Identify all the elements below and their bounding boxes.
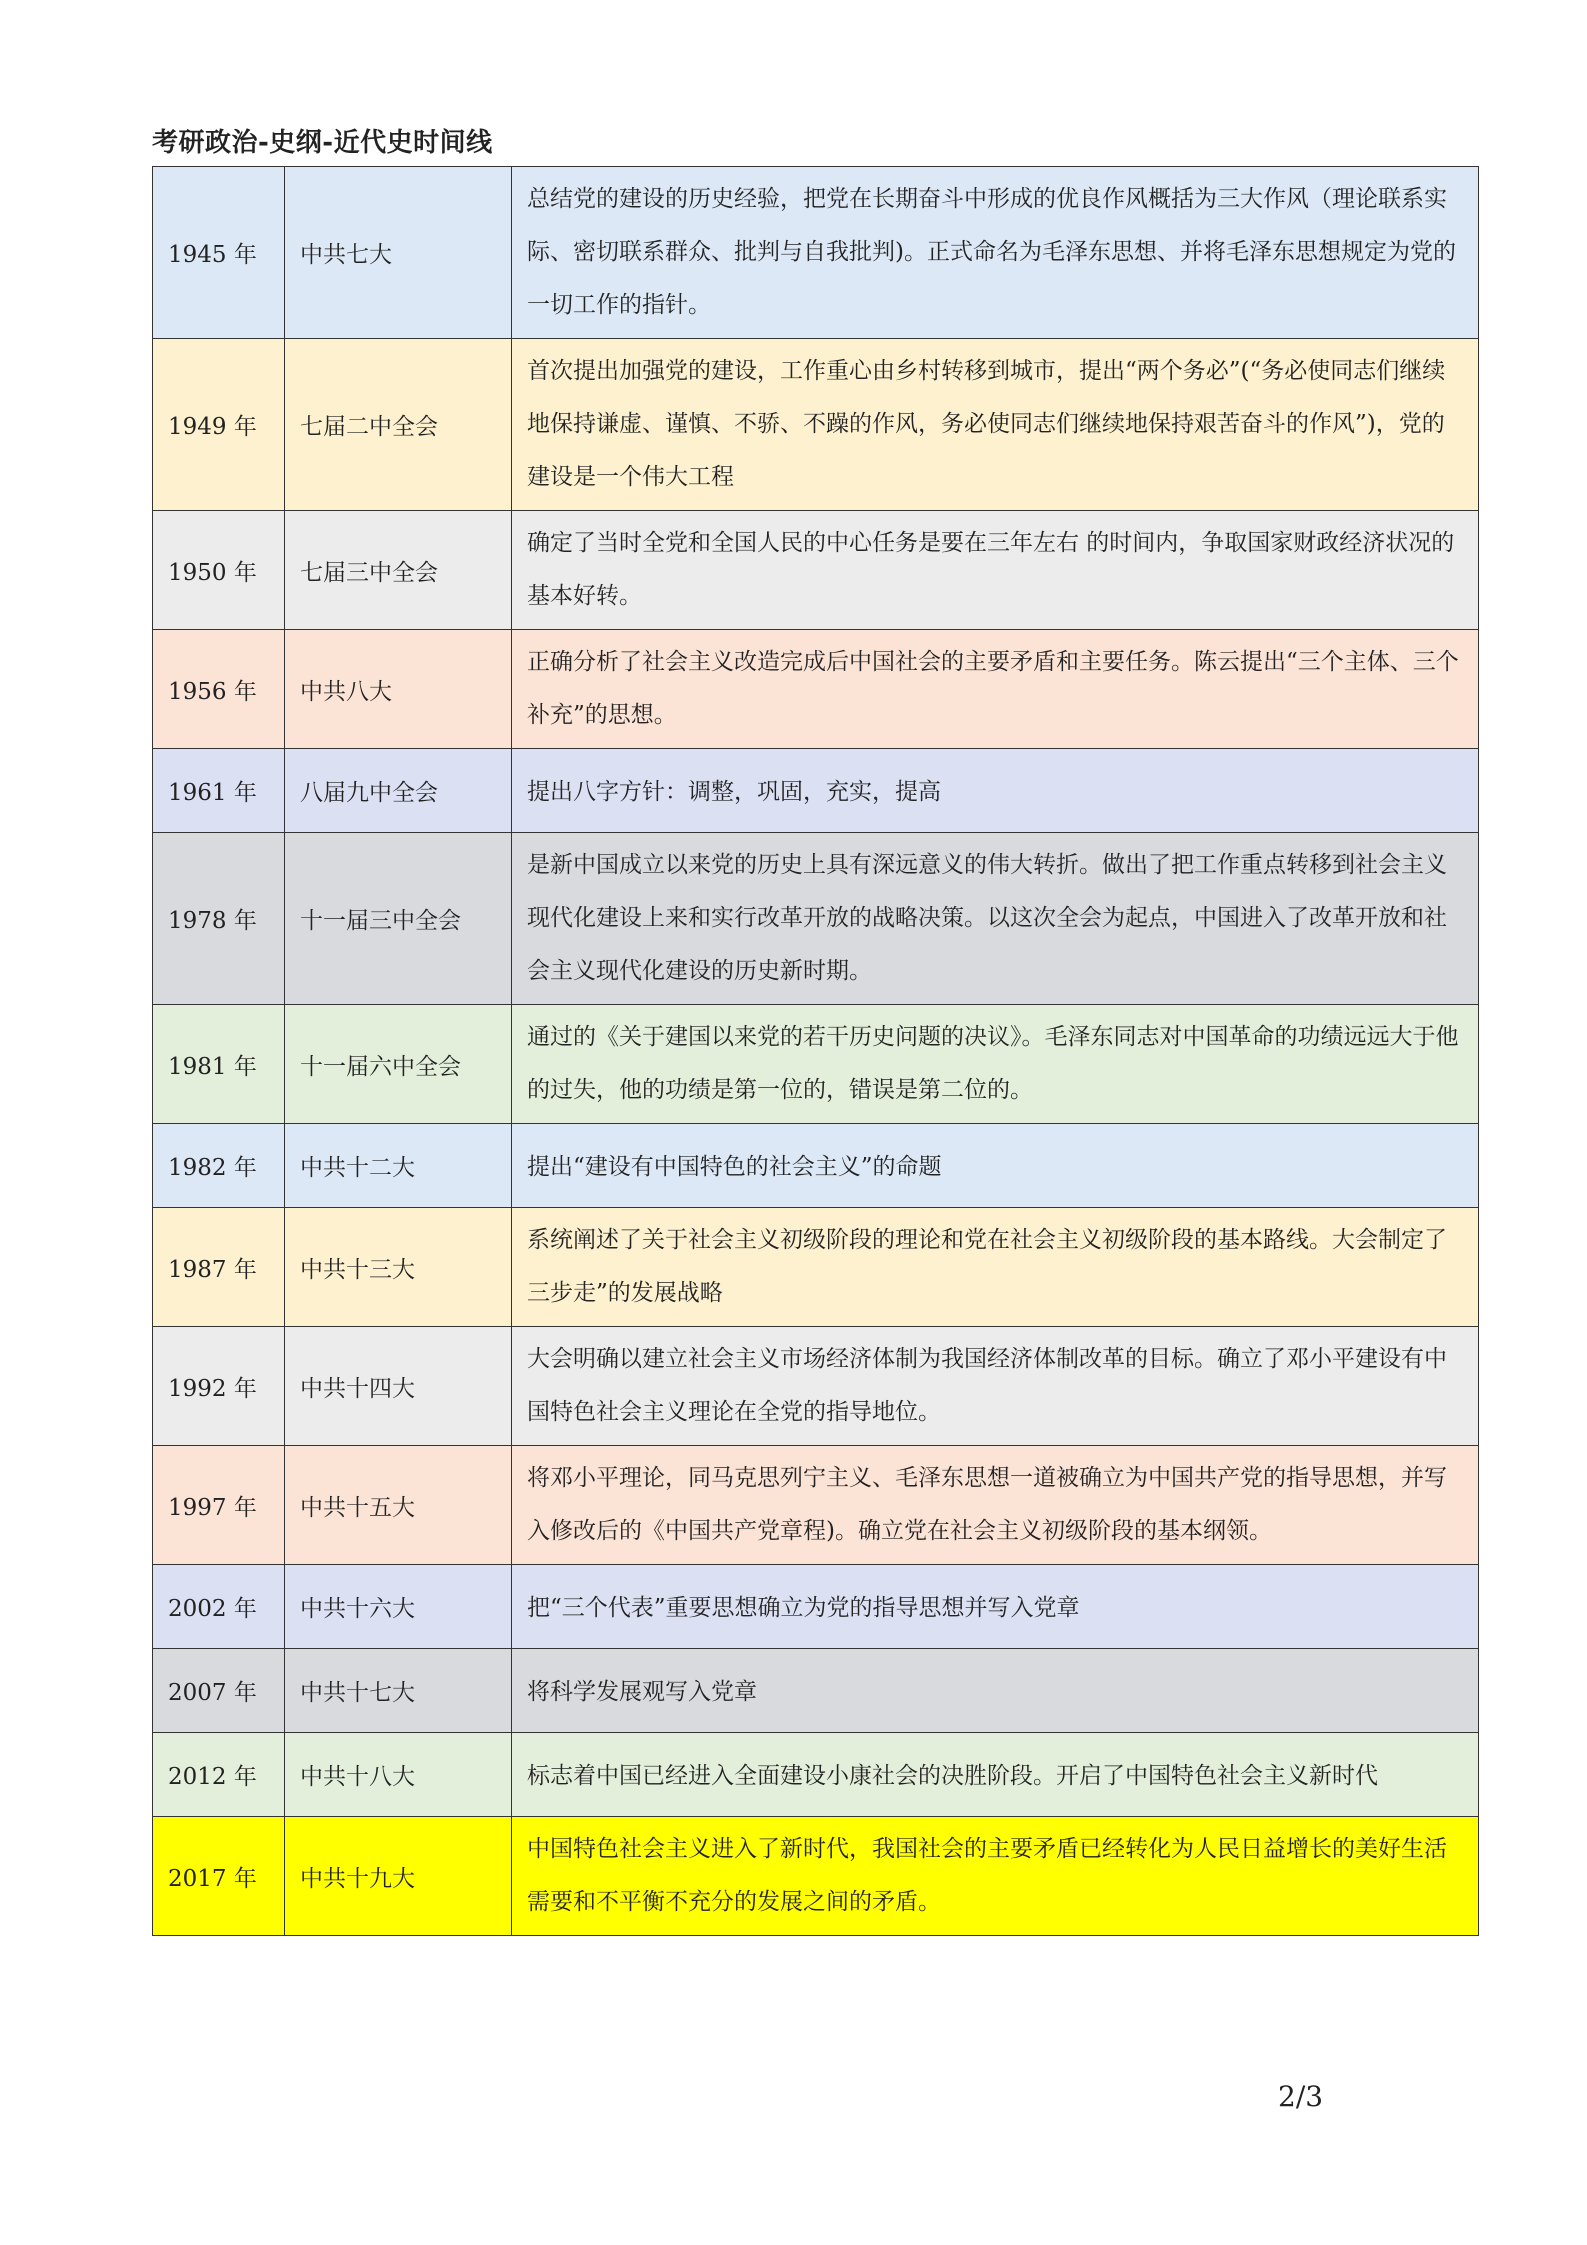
timeline-row	[153, 833, 1479, 1005]
year-cell: 1997 年	[153, 1446, 285, 1565]
description-cell: 提出八字方针：调整，巩固，充实，提高	[512, 749, 1479, 833]
description-cell: 系统阐述了关于社会主义初级阶段的理论和党在社会主义初级阶段的基本路线。大会制定了三步走”的发展战略	[512, 1208, 1479, 1327]
page-number: 2/3	[1278, 2080, 1324, 2113]
description-cell: 正确分析了社会主义改造完成后中国社会的主要矛盾和主要任务。陈云提出“三个主体、三个补充”的思想。	[512, 630, 1479, 749]
year-cell: 1981 年	[153, 1005, 285, 1124]
meeting-cell: 中共十九大	[285, 1817, 512, 1936]
timeline-row	[153, 749, 1479, 833]
year-cell: 2017 年	[153, 1817, 285, 1936]
description-cell: 中国特色社会主义进入了新时代，我国社会的主要矛盾已经转化为人民日益增长的美好生活需要和不平衡不充分的发展之间的矛盾。	[512, 1817, 1479, 1936]
timeline-table	[152, 166, 1479, 1936]
meeting-cell: 七届三中全会	[285, 511, 512, 630]
year-cell: 1992 年	[153, 1327, 285, 1446]
year-cell: 1945 年	[153, 167, 285, 339]
meeting-cell: 七届二中全会	[285, 339, 512, 511]
timeline-row	[153, 511, 1479, 630]
meeting-cell: 中共八大	[285, 630, 512, 749]
timeline-row	[153, 1649, 1479, 1733]
year-cell: 2007 年	[153, 1649, 285, 1733]
meeting-cell: 十一届三中全会	[285, 833, 512, 1005]
description-cell: 提出“建设有中国特色的社会主义”的命题	[512, 1124, 1479, 1208]
meeting-cell: 中共十三大	[285, 1208, 512, 1327]
meeting-cell: 中共十五大	[285, 1446, 512, 1565]
timeline-row	[153, 1733, 1479, 1817]
year-cell: 1950 年	[153, 511, 285, 630]
year-cell: 1982 年	[153, 1124, 285, 1208]
timeline-row	[153, 1327, 1479, 1446]
description-cell: 大会明确以建立社会主义市场经济体制为我国经济体制改革的目标。确立了邓小平建设有中国特色社会主义理论在全党的指导地位。	[512, 1327, 1479, 1446]
description-cell: 是新中国成立以来党的历史上具有深远意义的伟大转折。做出了把工作重点转移到社会主义现代化建设上来和实行改革开放的战略决策。以这次全会为起点，中国进入了改革开放和社会主义现代化建设的历史新时期。	[512, 833, 1479, 1005]
meeting-cell: 八届九中全会	[285, 749, 512, 833]
document-title: 考研政治-史纲-近代史时间线	[152, 128, 493, 158]
description-cell: 确定了当时全党和全国人民的中心任务是要在三年左右 的时间内，争取国家财政经济状况的基本好转。	[512, 511, 1479, 630]
meeting-cell: 十一届六中全会	[285, 1005, 512, 1124]
timeline-row	[153, 339, 1479, 511]
timeline-row	[153, 1208, 1479, 1327]
timeline-row	[153, 1565, 1479, 1649]
year-cell: 1987 年	[153, 1208, 285, 1327]
year-cell: 2002 年	[153, 1565, 285, 1649]
timeline-row	[153, 1005, 1479, 1124]
year-cell: 1949 年	[153, 339, 285, 511]
timeline-row	[153, 167, 1479, 339]
year-cell: 1978 年	[153, 833, 285, 1005]
timeline-row	[153, 630, 1479, 749]
timeline-row	[153, 1446, 1479, 1565]
description-cell: 首次提出加强党的建设，工作重心由乡村转移到城市，提出“两个务必”(“务必使同志们继续地保持谦虚、谨慎、不骄、不躁的作风，务必使同志们继续地保持艰苦奋斗的作风”)，党的建设是一个伟大工程	[512, 339, 1479, 511]
description-cell: 把“三个代表”重要思想确立为党的指导思想并写入党章	[512, 1565, 1479, 1649]
year-cell: 1961 年	[153, 749, 285, 833]
timeline-table-body	[153, 167, 1479, 1936]
meeting-cell: 中共十七大	[285, 1649, 512, 1733]
description-cell: 通过的《关于建国以来党的若干历史问题的决议》。毛泽东同志对中国革命的功绩远远大于他的过失，他的功绩是第一位的，错误是第二位的。	[512, 1005, 1479, 1124]
description-cell: 将科学发展观写入党章	[512, 1649, 1479, 1733]
description-cell: 将邓小平理论，同马克思列宁主义、毛泽东思想一道被确立为中国共产党的指导思想，并写入修改后的《中国共产党章程)。确立党在社会主义初级阶段的基本纲领。	[512, 1446, 1479, 1565]
meeting-cell: 中共十八大	[285, 1733, 512, 1817]
meeting-cell: 中共十六大	[285, 1565, 512, 1649]
year-cell: 2012 年	[153, 1733, 285, 1817]
timeline-row	[153, 1817, 1479, 1936]
description-cell: 标志着中国已经进入全面建设小康社会的决胜阶段。开启了中国特色社会主义新时代	[512, 1733, 1479, 1817]
meeting-cell: 中共七大	[285, 167, 512, 339]
description-cell: 总结党的建设的历史经验，把党在长期奋斗中形成的优良作风概括为三大作风（理论联系实际、密切联系群众、批判与自我批判)。正式命名为毛泽东思想、并将毛泽东思想规定为党的一切工作的指针。	[512, 167, 1479, 339]
timeline-row	[153, 1124, 1479, 1208]
meeting-cell: 中共十二大	[285, 1124, 512, 1208]
year-cell: 1956 年	[153, 630, 285, 749]
meeting-cell: 中共十四大	[285, 1327, 512, 1446]
